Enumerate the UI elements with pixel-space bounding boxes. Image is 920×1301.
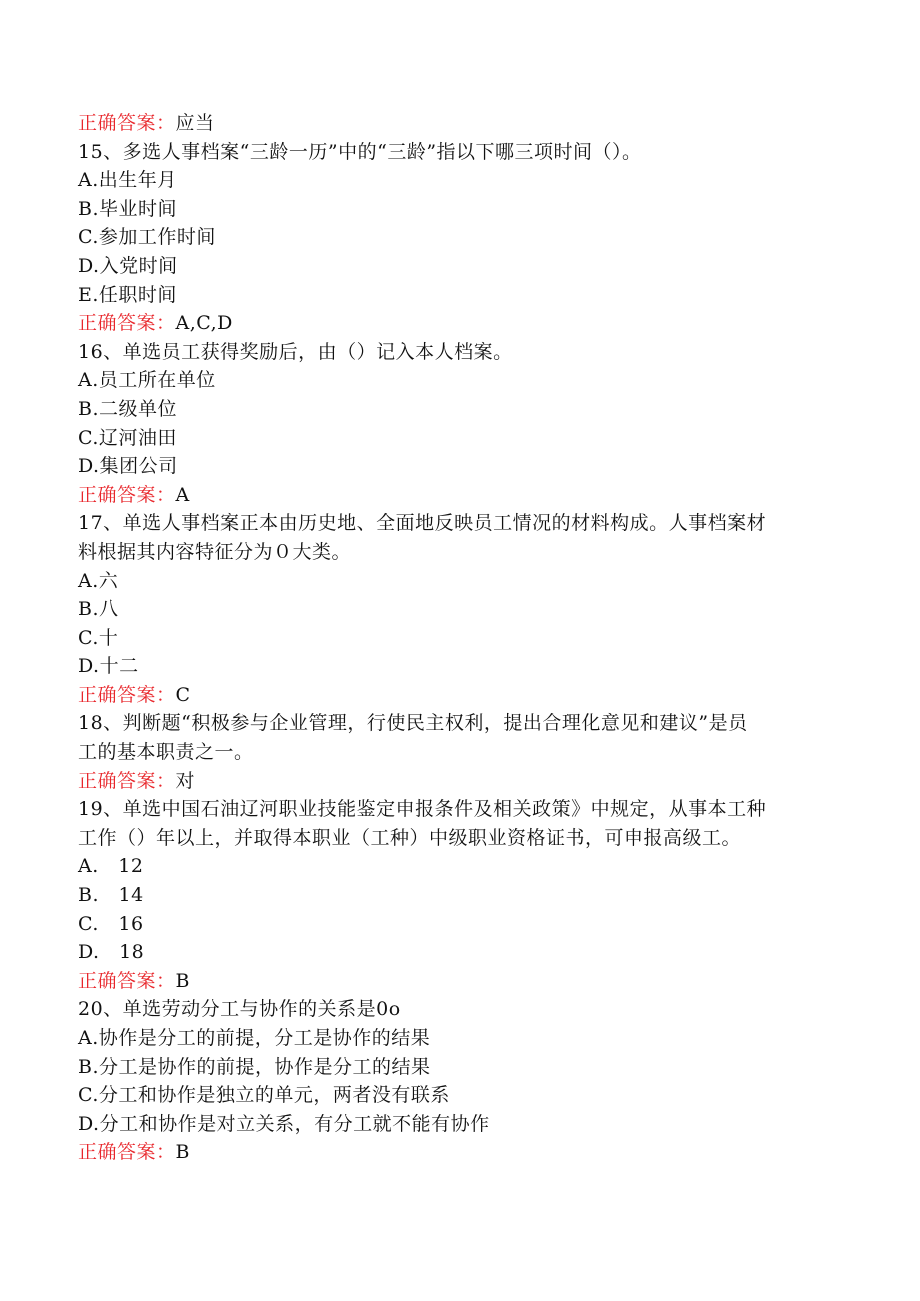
q16-option-b: B.二级单位 — [78, 397, 178, 420]
answer-label: 正确答案： — [78, 483, 176, 506]
q15-stem: 15、多选人事档案“三龄一历”中的“三龄”指以下哪三项时间（）。 — [78, 140, 642, 163]
q20-option-a: A.协作是分工的前提，分工是协作的结果 — [78, 1027, 431, 1049]
answer-value: 对 — [175, 769, 196, 792]
q17-option-d: D.十二 — [78, 655, 139, 678]
answer-value: A,C,D — [175, 312, 233, 335]
q17-option-c: C.十 — [78, 626, 119, 649]
answer-value: C — [175, 683, 191, 706]
q19-option-b: B. 14 — [78, 884, 144, 907]
answer-value: B — [175, 969, 190, 992]
answer-label: 正确答案： — [78, 683, 176, 706]
q17-option-b: B.八 — [78, 598, 119, 621]
q20-option-d: D.分工和协作是对立关系，有分工就不能有协作 — [78, 1112, 490, 1135]
q16-stem: 16、单选员工获得奖励后，由（）记入本人档案。 — [78, 340, 513, 363]
q19-option-d: D. 18 — [78, 941, 145, 964]
q17-option-a: A.六 — [78, 569, 119, 592]
answer-label: 正确答案： — [78, 769, 176, 792]
q18-answer — [78, 767, 848, 796]
answer-label: 正确答案： — [78, 112, 176, 134]
q15-option-a: A.出生年月 — [78, 169, 177, 192]
document-page — [78, 109, 848, 1167]
q15-answer — [78, 309, 848, 338]
q16-option-d: D.集团公司 — [78, 455, 178, 478]
q20-option-c: C.分工和协作是独立的单元，两者没有联系 — [78, 1084, 450, 1107]
q19-answer — [78, 967, 848, 996]
q18-stem-line-1: 18、判断题“积极参与企业管理，行使民主权利，提出合理化意见和建议”是员 — [78, 712, 748, 735]
answer-label: 正确答案： — [78, 969, 176, 992]
answer-value: A — [175, 483, 190, 506]
q20-option-b: B.分工是协作的前提，协作是分工的结果 — [78, 1055, 431, 1078]
q19-option-c: C. 16 — [78, 912, 144, 935]
answer-value: 应当 — [175, 112, 215, 134]
q18-stem-line-2: 工的基本职责之一。 — [78, 741, 254, 764]
q14-answer — [78, 109, 848, 138]
answer-label: 正确答案： — [78, 1141, 176, 1164]
q15-option-b: B.毕业时间 — [78, 197, 178, 220]
q16-option-c: C.辽河油田 — [78, 426, 177, 449]
q17-stem-line-2: 料根据其内容特征分为０大类。 — [78, 540, 352, 563]
q19-stem-line-2: 工作（）年以上，并取得本职业（工种）中级职业资格证书，可申报高级工。 — [78, 826, 742, 849]
q17-stem-line-1: 17、单选人事档案正本由历史地、全面地反映员工情况的材料构成。人事档案材 — [78, 512, 767, 535]
answer-value: B — [175, 1141, 190, 1164]
q17-answer — [78, 681, 848, 710]
q20-stem: 20、单选劳动分工与协作的关系是0o — [78, 998, 401, 1021]
q19-option-a: A. 12 — [78, 855, 144, 878]
q16-option-a: A.员工所在单位 — [78, 369, 216, 392]
q20-answer — [78, 1138, 848, 1167]
q15-option-c: C.参加工作时间 — [78, 226, 216, 249]
q16-answer — [78, 481, 848, 510]
q19-stem-line-1: 19、单选中国石油辽河职业技能鉴定申报条件及相关政策》中规定，从事本工种 — [78, 798, 767, 821]
answer-label: 正确答案： — [78, 312, 176, 335]
q15-option-e: E.任职时间 — [78, 283, 177, 306]
q15-option-d: D.入党时间 — [78, 254, 178, 277]
